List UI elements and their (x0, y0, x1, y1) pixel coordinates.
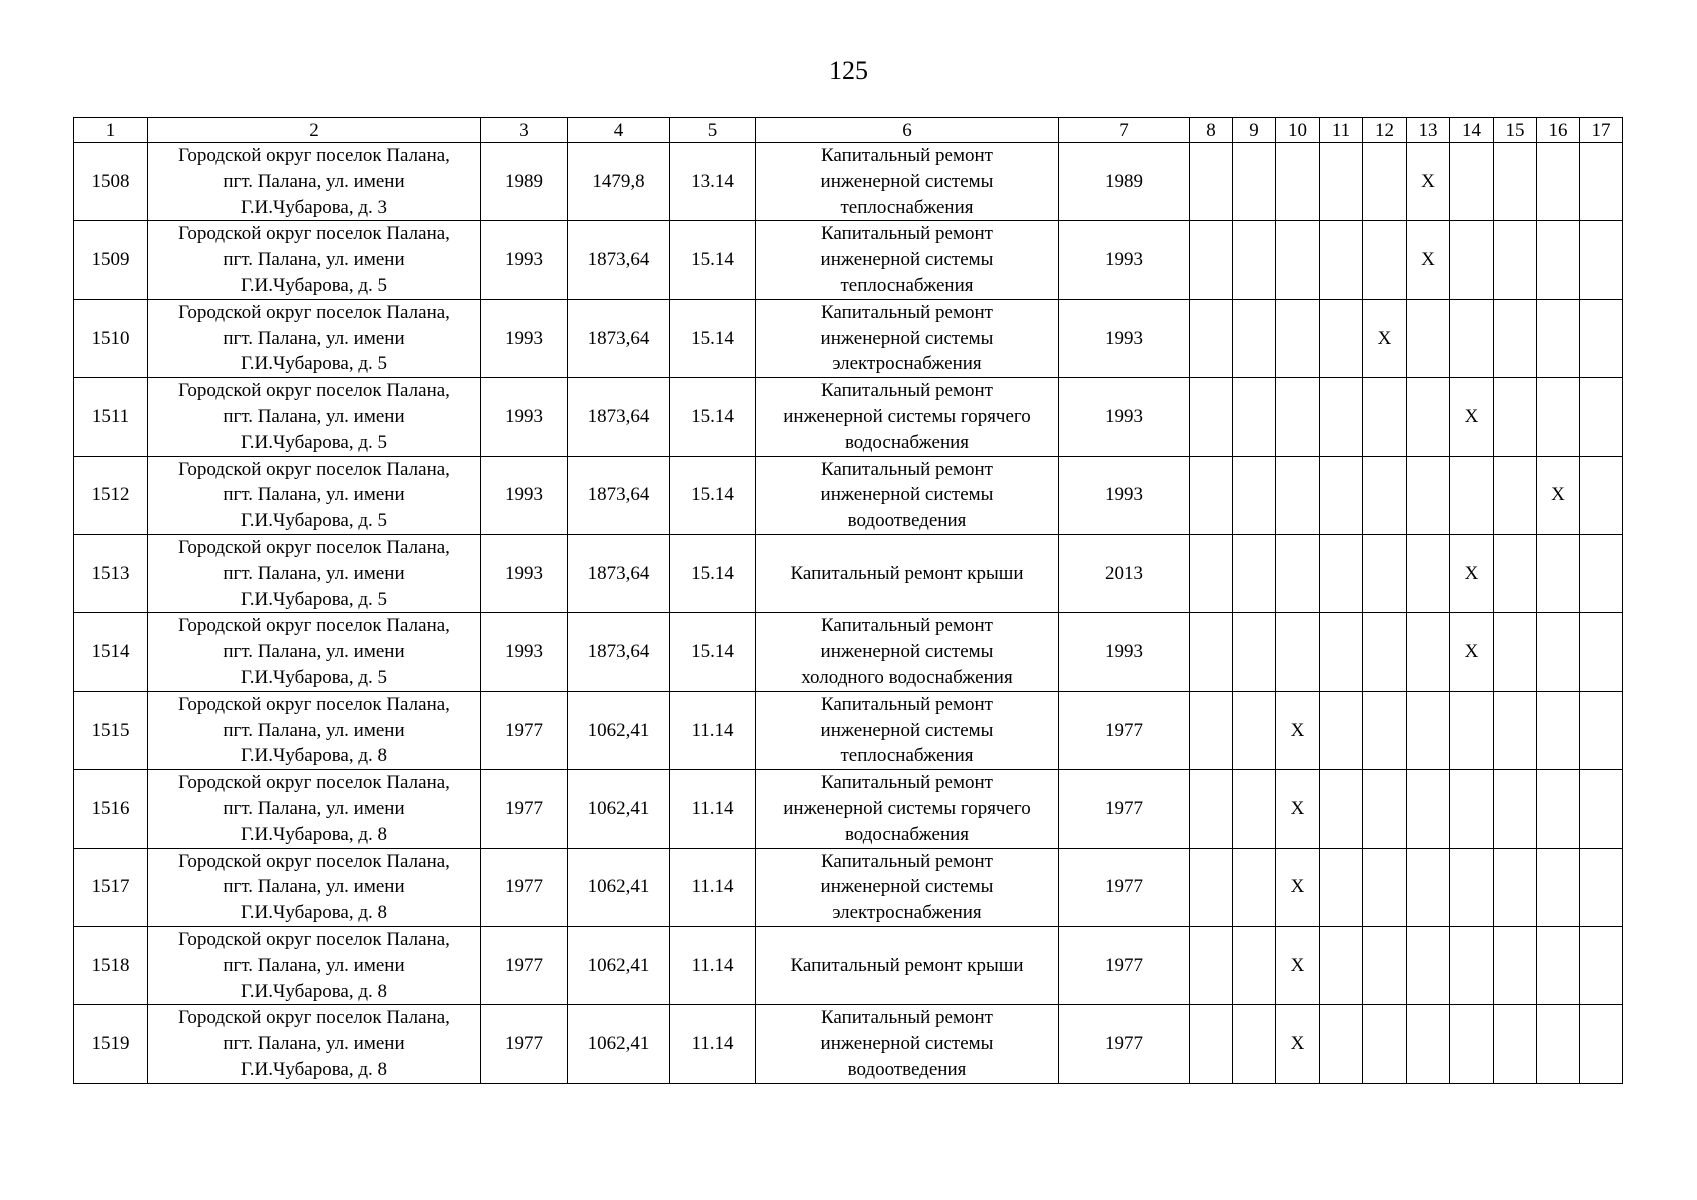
period-mark-cell (1450, 770, 1494, 848)
period-mark-cell (1407, 926, 1450, 1004)
column-number-header: 9 (1233, 118, 1276, 143)
table-body (74, 118, 1623, 1084)
period-mark-cell (1320, 221, 1363, 299)
code-cell: 15.14 (670, 299, 756, 377)
period-mark-cell (1276, 613, 1320, 691)
period-mark-cell (1276, 534, 1320, 612)
work-description-cell: Капитальный ремонт инженерной системы электроснабжения (756, 848, 1059, 926)
construction-year-cell: 1977 (481, 691, 568, 769)
address-cell: Городской округ поселок Палана, пгт. Палана, ул. имени Г.И.Чубарова, д. 8 (148, 770, 481, 848)
row-number: 1517 (74, 848, 148, 926)
period-mark-cell: X (1276, 848, 1320, 926)
period-mark-cell (1233, 299, 1276, 377)
period-mark-cell (1580, 848, 1623, 926)
column-number-header: 10 (1276, 118, 1320, 143)
area-cell: 1062,41 (568, 848, 670, 926)
period-mark-cell (1580, 456, 1623, 534)
area-cell: 1873,64 (568, 456, 670, 534)
period-mark-cell (1580, 221, 1623, 299)
period-mark-cell (1580, 378, 1623, 456)
column-number-header: 8 (1190, 118, 1233, 143)
address-cell: Городской округ поселок Палана, пгт. Палана, ул. имени Г.И.Чубарова, д. 8 (148, 848, 481, 926)
period-mark-cell (1407, 1005, 1450, 1083)
period-mark-cell (1450, 143, 1494, 221)
period-mark-cell (1320, 299, 1363, 377)
repair-year-cell: 1993 (1059, 456, 1190, 534)
area-cell: 1873,64 (568, 221, 670, 299)
period-mark-cell (1537, 378, 1580, 456)
period-mark-cell (1320, 534, 1363, 612)
repair-year-cell: 1993 (1059, 299, 1190, 377)
period-mark-cell (1363, 926, 1407, 1004)
column-number-header: 7 (1059, 118, 1190, 143)
period-mark-cell (1494, 691, 1537, 769)
construction-year-cell: 1977 (481, 770, 568, 848)
period-mark-cell (1233, 926, 1276, 1004)
period-mark-cell (1537, 221, 1580, 299)
period-mark-cell (1320, 848, 1363, 926)
column-number-header: 4 (568, 118, 670, 143)
period-mark-cell (1190, 926, 1233, 1004)
period-mark-cell: X (1450, 534, 1494, 612)
period-mark-cell (1580, 926, 1623, 1004)
period-mark-cell (1363, 534, 1407, 612)
repair-schedule-table (73, 117, 1623, 1084)
period-mark-cell (1494, 378, 1537, 456)
table-row (74, 456, 1623, 534)
code-cell: 15.14 (670, 378, 756, 456)
repair-year-cell: 1993 (1059, 613, 1190, 691)
period-mark-cell (1363, 221, 1407, 299)
construction-year-cell: 1977 (481, 926, 568, 1004)
area-cell: 1062,41 (568, 691, 670, 769)
row-number: 1512 (74, 456, 148, 534)
address-cell: Городской округ поселок Палана, пгт. Палана, ул. имени Г.И.Чубарова, д. 3 (148, 143, 481, 221)
table-row (74, 691, 1623, 769)
column-number-header: 15 (1494, 118, 1537, 143)
period-mark-cell (1494, 143, 1537, 221)
period-mark-cell: X (1407, 221, 1450, 299)
column-number-header: 17 (1580, 118, 1623, 143)
row-number: 1519 (74, 1005, 148, 1083)
period-mark-cell (1363, 143, 1407, 221)
column-number-header: 1 (74, 118, 148, 143)
column-number-header: 11 (1320, 118, 1363, 143)
repair-year-cell: 1977 (1059, 770, 1190, 848)
area-cell: 1479,8 (568, 143, 670, 221)
construction-year-cell: 1993 (481, 299, 568, 377)
period-mark-cell (1537, 534, 1580, 612)
address-cell: Городской округ поселок Палана, пгт. Палана, ул. имени Г.И.Чубарова, д. 5 (148, 613, 481, 691)
period-mark-cell (1276, 456, 1320, 534)
code-cell: 11.14 (670, 1005, 756, 1083)
period-mark-cell (1320, 1005, 1363, 1083)
construction-year-cell: 1993 (481, 456, 568, 534)
period-mark-cell (1233, 770, 1276, 848)
period-mark-cell (1190, 613, 1233, 691)
period-mark-cell (1190, 299, 1233, 377)
period-mark-cell (1320, 613, 1363, 691)
period-mark-cell (1190, 456, 1233, 534)
period-mark-cell (1580, 770, 1623, 848)
period-mark-cell (1537, 848, 1580, 926)
period-mark-cell (1537, 926, 1580, 1004)
area-cell: 1873,64 (568, 534, 670, 612)
period-mark-cell (1494, 221, 1537, 299)
period-mark-cell (1407, 848, 1450, 926)
row-number: 1513 (74, 534, 148, 612)
work-description-cell: Капитальный ремонт инженерной системы теплоснабжения (756, 691, 1059, 769)
repair-year-cell: 2013 (1059, 534, 1190, 612)
period-mark-cell (1276, 221, 1320, 299)
code-cell: 15.14 (670, 221, 756, 299)
period-mark-cell (1276, 299, 1320, 377)
period-mark-cell (1233, 848, 1276, 926)
construction-year-cell: 1993 (481, 378, 568, 456)
work-description-cell: Капитальный ремонт инженерной системы горячего водоснабжения (756, 378, 1059, 456)
work-description-cell: Капитальный ремонт инженерной системы горячего водоснабжения (756, 770, 1059, 848)
area-cell: 1062,41 (568, 1005, 670, 1083)
column-number-header: 16 (1537, 118, 1580, 143)
code-cell: 11.14 (670, 770, 756, 848)
column-number-header: 6 (756, 118, 1059, 143)
period-mark-cell (1494, 456, 1537, 534)
row-number: 1514 (74, 613, 148, 691)
period-mark-cell (1450, 299, 1494, 377)
work-description-cell: Капитальный ремонт крыши (756, 926, 1059, 1004)
row-number: 1509 (74, 221, 148, 299)
address-cell: Городской округ поселок Палана, пгт. Палана, ул. имени Г.И.Чубарова, д. 5 (148, 378, 481, 456)
period-mark-cell (1407, 691, 1450, 769)
table-row (74, 926, 1623, 1004)
period-mark-cell (1190, 378, 1233, 456)
period-mark-cell (1450, 221, 1494, 299)
period-mark-cell (1320, 926, 1363, 1004)
period-mark-cell (1363, 456, 1407, 534)
period-mark-cell (1233, 613, 1276, 691)
column-number-header: 5 (670, 118, 756, 143)
period-mark-cell (1190, 848, 1233, 926)
area-cell: 1873,64 (568, 299, 670, 377)
period-mark-cell (1233, 534, 1276, 612)
period-mark-cell (1320, 456, 1363, 534)
period-mark-cell (1407, 456, 1450, 534)
period-mark-cell (1407, 378, 1450, 456)
row-number: 1515 (74, 691, 148, 769)
repair-year-cell: 1977 (1059, 926, 1190, 1004)
column-number-header-row (74, 118, 1623, 143)
area-cell: 1873,64 (568, 613, 670, 691)
period-mark-cell (1276, 143, 1320, 221)
row-number: 1516 (74, 770, 148, 848)
code-cell: 11.14 (670, 848, 756, 926)
period-mark-cell (1363, 691, 1407, 769)
period-mark-cell (1233, 1005, 1276, 1083)
period-mark-cell (1190, 221, 1233, 299)
area-cell: 1062,41 (568, 926, 670, 1004)
period-mark-cell (1407, 299, 1450, 377)
construction-year-cell: 1993 (481, 613, 568, 691)
period-mark-cell (1363, 378, 1407, 456)
period-mark-cell (1190, 143, 1233, 221)
period-mark-cell (1494, 770, 1537, 848)
period-mark-cell (1320, 378, 1363, 456)
code-cell: 11.14 (670, 691, 756, 769)
period-mark-cell (1363, 613, 1407, 691)
period-mark-cell (1580, 691, 1623, 769)
period-mark-cell (1450, 926, 1494, 1004)
repair-year-cell: 1977 (1059, 848, 1190, 926)
period-mark-cell: X (1276, 1005, 1320, 1083)
address-cell: Городской округ поселок Палана, пгт. Палана, ул. имени Г.И.Чубарова, д. 8 (148, 926, 481, 1004)
period-mark-cell (1537, 143, 1580, 221)
table-row (74, 143, 1623, 221)
row-number: 1518 (74, 926, 148, 1004)
page-number: 125 (829, 56, 868, 85)
work-description-cell: Капитальный ремонт инженерной системы теплоснабжения (756, 143, 1059, 221)
period-mark-cell (1233, 378, 1276, 456)
period-mark-cell (1537, 770, 1580, 848)
period-mark-cell (1190, 1005, 1233, 1083)
period-mark-cell (1537, 1005, 1580, 1083)
period-mark-cell (1494, 299, 1537, 377)
row-number: 1511 (74, 378, 148, 456)
period-mark-cell (1580, 143, 1623, 221)
period-mark-cell (1363, 848, 1407, 926)
period-mark-cell (1190, 691, 1233, 769)
repair-year-cell: 1977 (1059, 691, 1190, 769)
period-mark-cell (1494, 1005, 1537, 1083)
work-description-cell: Капитальный ремонт крыши (756, 534, 1059, 612)
period-mark-cell (1320, 143, 1363, 221)
period-mark-cell: X (1276, 691, 1320, 769)
period-mark-cell: X (1276, 770, 1320, 848)
period-mark-cell (1320, 691, 1363, 769)
period-mark-cell (1450, 691, 1494, 769)
table-row (74, 770, 1623, 848)
address-cell: Городской округ поселок Палана, пгт. Палана, ул. имени Г.И.Чубарова, д. 5 (148, 221, 481, 299)
repair-year-cell: 1993 (1059, 378, 1190, 456)
period-mark-cell (1233, 691, 1276, 769)
period-mark-cell: X (1537, 456, 1580, 534)
period-mark-cell (1537, 691, 1580, 769)
period-mark-cell: X (1363, 299, 1407, 377)
period-mark-cell (1276, 378, 1320, 456)
work-description-cell: Капитальный ремонт инженерной системы водоотведения (756, 1005, 1059, 1083)
code-cell: 13.14 (670, 143, 756, 221)
period-mark-cell (1580, 534, 1623, 612)
work-description-cell: Капитальный ремонт инженерной системы водоотведения (756, 456, 1059, 534)
column-number-header: 14 (1450, 118, 1494, 143)
table-row (74, 1005, 1623, 1083)
period-mark-cell (1407, 534, 1450, 612)
period-mark-cell (1450, 1005, 1494, 1083)
period-mark-cell: X (1276, 926, 1320, 1004)
address-cell: Городской округ поселок Палана, пгт. Палана, ул. имени Г.И.Чубарова, д. 5 (148, 299, 481, 377)
period-mark-cell (1190, 534, 1233, 612)
area-cell: 1873,64 (568, 378, 670, 456)
period-mark-cell (1233, 456, 1276, 534)
period-mark-cell (1407, 770, 1450, 848)
period-mark-cell (1363, 1005, 1407, 1083)
table-row (74, 613, 1623, 691)
period-mark-cell: X (1450, 378, 1494, 456)
period-mark-cell (1233, 221, 1276, 299)
address-cell: Городской округ поселок Палана, пгт. Палана, ул. имени Г.И.Чубарова, д. 5 (148, 534, 481, 612)
code-cell: 15.14 (670, 534, 756, 612)
address-cell: Городской округ поселок Палана, пгт. Палана, ул. имени Г.И.Чубарова, д. 5 (148, 456, 481, 534)
period-mark-cell (1233, 143, 1276, 221)
area-cell: 1062,41 (568, 770, 670, 848)
row-number: 1508 (74, 143, 148, 221)
repair-year-cell: 1977 (1059, 1005, 1190, 1083)
construction-year-cell: 1993 (481, 221, 568, 299)
period-mark-cell (1494, 534, 1537, 612)
address-cell: Городской округ поселок Палана, пгт. Палана, ул. имени Г.И.Чубарова, д. 8 (148, 691, 481, 769)
table-row (74, 534, 1623, 612)
table-row (74, 299, 1623, 377)
period-mark-cell: X (1450, 613, 1494, 691)
code-cell: 11.14 (670, 926, 756, 1004)
work-description-cell: Капитальный ремонт инженерной системы холодного водоснабжения (756, 613, 1059, 691)
construction-year-cell: 1977 (481, 1005, 568, 1083)
period-mark-cell (1494, 613, 1537, 691)
column-number-header: 3 (481, 118, 568, 143)
construction-year-cell: 1993 (481, 534, 568, 612)
repair-year-cell: 1989 (1059, 143, 1190, 221)
period-mark-cell (1580, 1005, 1623, 1083)
table-row (74, 848, 1623, 926)
construction-year-cell: 1989 (481, 143, 568, 221)
period-mark-cell (1450, 456, 1494, 534)
period-mark-cell (1580, 613, 1623, 691)
table-row (74, 221, 1623, 299)
construction-year-cell: 1977 (481, 848, 568, 926)
period-mark-cell (1407, 613, 1450, 691)
period-mark-cell (1580, 299, 1623, 377)
repair-year-cell: 1993 (1059, 221, 1190, 299)
work-description-cell: Капитальный ремонт инженерной системы теплоснабжения (756, 221, 1059, 299)
period-mark-cell (1450, 848, 1494, 926)
period-mark-cell (1190, 770, 1233, 848)
address-cell: Городской округ поселок Палана, пгт. Палана, ул. имени Г.И.Чубарова, д. 8 (148, 1005, 481, 1083)
table-row (74, 378, 1623, 456)
period-mark-cell (1494, 926, 1537, 1004)
column-number-header: 2 (148, 118, 481, 143)
period-mark-cell (1537, 613, 1580, 691)
period-mark-cell (1363, 770, 1407, 848)
period-mark-cell (1320, 770, 1363, 848)
period-mark-cell: X (1407, 143, 1450, 221)
period-mark-cell (1537, 299, 1580, 377)
code-cell: 15.14 (670, 613, 756, 691)
period-mark-cell (1494, 848, 1537, 926)
code-cell: 15.14 (670, 456, 756, 534)
row-number: 1510 (74, 299, 148, 377)
column-number-header: 13 (1407, 118, 1450, 143)
work-description-cell: Капитальный ремонт инженерной системы электроснабжения (756, 299, 1059, 377)
column-number-header: 12 (1363, 118, 1407, 143)
